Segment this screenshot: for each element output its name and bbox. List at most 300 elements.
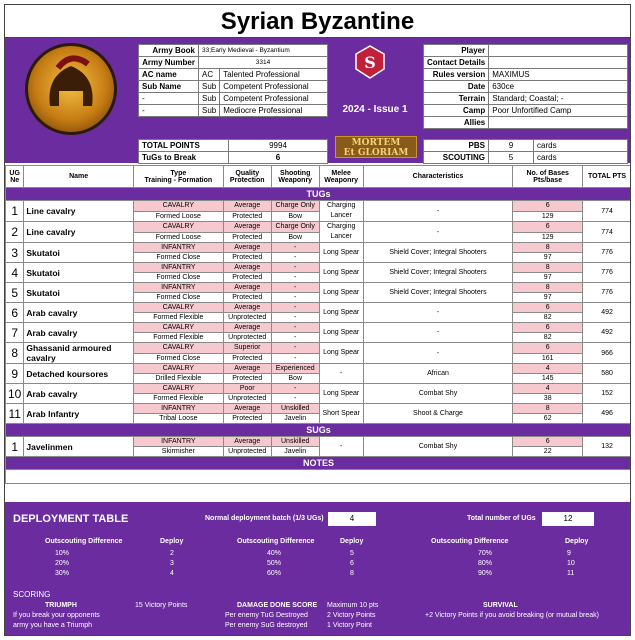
unit-number: 7 bbox=[6, 323, 24, 343]
t1-col-a: Outscouting Difference bbox=[45, 538, 123, 545]
unit-pts-per-base: 129 bbox=[513, 232, 583, 243]
unit-name: Arab cavalry bbox=[24, 323, 134, 343]
terrain-label: Terrain bbox=[424, 93, 489, 105]
col-training-label: Training - Formation bbox=[144, 176, 213, 184]
unit-protection: Protected bbox=[223, 211, 271, 222]
unit-type: CAVALRY bbox=[133, 384, 223, 394]
t1-r3-b: 4 bbox=[170, 570, 174, 577]
unit-shooting: - bbox=[271, 323, 319, 333]
unit-quality: Average bbox=[223, 201, 271, 212]
unit-shooting: Unskilled bbox=[271, 404, 319, 414]
unit-row bbox=[6, 263, 632, 273]
notes-row[interactable] bbox=[6, 470, 632, 484]
unit-melee bbox=[319, 243, 363, 263]
unit-weaponry: Bow bbox=[271, 374, 319, 384]
sug-rows bbox=[6, 437, 632, 457]
sugs-header: SUGs bbox=[6, 424, 632, 437]
unit-quality: Average bbox=[223, 303, 271, 313]
unit-bases: 6 bbox=[513, 437, 583, 447]
unit-formation: Formed Flexible bbox=[133, 394, 223, 404]
unit-formation: Formed Loose bbox=[133, 232, 223, 243]
player-value[interactable] bbox=[489, 45, 628, 57]
allies-value bbox=[489, 117, 628, 129]
notes-field[interactable] bbox=[6, 470, 632, 484]
unit-bases: 4 bbox=[513, 364, 583, 374]
unit-shooting: - bbox=[271, 283, 319, 293]
col-shooting-label: Shooting bbox=[280, 169, 311, 177]
unit-weaponry: Javelin bbox=[271, 447, 319, 457]
unit-quality: Poor bbox=[223, 384, 271, 394]
unit-shooting: - bbox=[271, 243, 319, 253]
player-info-table bbox=[423, 44, 628, 129]
unit-characteristics: - bbox=[363, 323, 513, 343]
points-table bbox=[138, 139, 328, 164]
unit-shooting: - bbox=[271, 384, 319, 394]
unit-characteristics: Shoot & Charge bbox=[363, 404, 513, 424]
unit-name: Javelinmen bbox=[24, 437, 134, 457]
batch-label: Normal deployment batch (1/3 UGs) bbox=[205, 515, 324, 522]
unit-total: 776 bbox=[583, 263, 631, 283]
logo-line-1: MORTEM bbox=[351, 138, 401, 148]
unit-protection: Unprotected bbox=[223, 313, 271, 323]
unit-number: 8 bbox=[6, 343, 24, 364]
unit-quality: Average bbox=[223, 323, 271, 333]
unit-total: 132 bbox=[583, 437, 631, 457]
total-ugs-label: Total number of UGs bbox=[467, 515, 536, 522]
col-protection-label: Protection bbox=[229, 176, 265, 184]
mortem-shield-icon bbox=[355, 45, 385, 79]
unit-shooting: - bbox=[271, 343, 319, 354]
scouting-value: 5 bbox=[489, 152, 534, 164]
t2-r3-a: 60% bbox=[267, 570, 282, 577]
col-bases bbox=[513, 166, 583, 188]
rules-value: MAXIMUS bbox=[489, 69, 628, 81]
sub2-code: Sub bbox=[199, 93, 220, 105]
unit-melee-2: Lancer bbox=[330, 212, 352, 219]
unit-list-table bbox=[5, 165, 631, 484]
unit-quality: Superior bbox=[223, 343, 271, 354]
unit-shooting: Charge Only bbox=[271, 222, 319, 233]
unit-characteristics: - bbox=[363, 303, 513, 323]
tug-rows bbox=[6, 201, 632, 424]
unit-number: 5 bbox=[6, 283, 24, 303]
unit-row bbox=[6, 404, 632, 414]
unit-name: Line cavalry bbox=[24, 201, 134, 222]
deployment-title: DEPLOYMENT TABLE bbox=[13, 513, 129, 525]
unit-number: 1 bbox=[6, 201, 24, 222]
unit-row bbox=[6, 323, 632, 333]
col-ug: UG Ne bbox=[6, 166, 24, 188]
unit-melee bbox=[319, 303, 363, 323]
unit-type: INFANTRY bbox=[133, 437, 223, 447]
unit-row bbox=[6, 303, 632, 313]
unit-characteristics: African bbox=[363, 364, 513, 384]
unit-name: Skutatoi bbox=[24, 283, 134, 303]
t3-r1-a: 70% bbox=[478, 550, 493, 557]
notes-header: NOTES bbox=[6, 457, 632, 470]
unit-name: Skutatoi bbox=[24, 263, 134, 283]
unit-row bbox=[6, 243, 632, 253]
tugs-header: TUGs bbox=[6, 188, 632, 201]
unit-type: CAVALRY bbox=[133, 323, 223, 333]
unit-quality: Average bbox=[223, 364, 271, 374]
triumph-line-1: If you break your opponents bbox=[13, 612, 100, 619]
unit-shooting: Charge Only bbox=[271, 201, 319, 212]
col-melee: Melee Weaponry bbox=[319, 166, 363, 188]
sub-name-label: Sub Name bbox=[139, 81, 199, 93]
damage-max: Maximum 10 pts bbox=[327, 602, 379, 609]
unit-pts-per-base: 145 bbox=[513, 374, 583, 384]
pbs-unit: cards bbox=[534, 140, 628, 152]
unit-quality: Average bbox=[223, 404, 271, 414]
unit-name: Ghassanid armoured cavalry bbox=[24, 343, 134, 364]
unit-type: CAVALRY bbox=[133, 222, 223, 233]
survival-line-1: +2 Victory Points if you avoid breaking (or mutual break) bbox=[425, 612, 599, 619]
unit-melee-1: - bbox=[339, 369, 343, 377]
unit-melee-1: Charging bbox=[326, 223, 356, 230]
unit-number: 2 bbox=[6, 222, 24, 243]
unit-shooting: - bbox=[271, 303, 319, 313]
tugs-to-break-label: TuGs to Break bbox=[139, 152, 229, 164]
unit-type: CAVALRY bbox=[133, 364, 223, 374]
unit-pts-per-base: 82 bbox=[513, 313, 583, 323]
unit-protection: Unprotected bbox=[223, 394, 271, 404]
t2-col-a: Outscouting Difference bbox=[237, 538, 315, 545]
unit-characteristics: - bbox=[363, 222, 513, 243]
unit-name: Arab Infantry bbox=[24, 404, 134, 424]
unit-bases: 8 bbox=[513, 283, 583, 293]
unit-melee bbox=[319, 201, 363, 222]
unit-number: 11 bbox=[6, 404, 24, 424]
army-book-value: 33;Early Medieval - Byzantium bbox=[199, 45, 328, 57]
unit-number: 3 bbox=[6, 243, 24, 263]
unit-number: 1 bbox=[6, 437, 24, 457]
unit-characteristics: Shield Cover; Integral Shooters bbox=[363, 243, 513, 263]
sugs-header-row bbox=[6, 424, 632, 437]
svg-text:S: S bbox=[364, 53, 376, 72]
triumph-points: 15 Victory Points bbox=[135, 602, 188, 609]
scouting-unit: cards bbox=[534, 152, 628, 164]
col-type bbox=[133, 166, 223, 188]
t1-r1-b: 2 bbox=[170, 550, 174, 557]
scoring-title: SCORING bbox=[13, 590, 51, 599]
unit-formation: Formed Loose bbox=[133, 211, 223, 222]
unit-melee-1: Long Spear bbox=[323, 349, 360, 356]
unit-melee-1: Charging bbox=[326, 202, 356, 209]
unit-total: 492 bbox=[583, 323, 631, 343]
unit-melee-1: Long Spear bbox=[323, 248, 360, 256]
batch-value: 4 bbox=[328, 512, 376, 526]
triumph-line-2: army you have a Triumph bbox=[13, 622, 92, 629]
damage-line-2: Per enemy SuG destroyed bbox=[225, 622, 308, 629]
unit-type: INFANTRY bbox=[133, 404, 223, 414]
total-points-label: TOTAL POINTS bbox=[139, 140, 229, 152]
page-title: Syrian Byzantine bbox=[5, 5, 630, 38]
t1-r1-a: 10% bbox=[55, 550, 70, 557]
col-name: Name bbox=[24, 166, 134, 188]
t3-r3-a: 90% bbox=[478, 570, 493, 577]
deployment-panel bbox=[5, 502, 631, 636]
unit-weaponry: Javelin bbox=[271, 414, 319, 424]
unit-row bbox=[6, 364, 632, 374]
unit-melee-1: Long Spear bbox=[323, 328, 360, 336]
unit-row bbox=[6, 283, 632, 293]
unit-number: 6 bbox=[6, 303, 24, 323]
unit-shooting: - bbox=[271, 263, 319, 273]
unit-melee-2: Lancer bbox=[330, 233, 352, 240]
pbs-value: 9 bbox=[489, 140, 534, 152]
unit-pts-per-base: 62 bbox=[513, 414, 583, 424]
tugs-header-row bbox=[6, 188, 632, 201]
unit-protection: Protected bbox=[223, 374, 271, 384]
unit-characteristics: Shield Cover; Integral Shooters bbox=[363, 283, 513, 303]
mortem-et-gloriam-logo bbox=[335, 136, 417, 158]
sub3-label: - bbox=[139, 105, 199, 117]
contact-value[interactable] bbox=[489, 57, 628, 69]
unit-melee bbox=[319, 364, 363, 384]
header-panel bbox=[5, 38, 630, 163]
unit-number: 10 bbox=[6, 384, 24, 404]
unit-formation: Formed Flexible bbox=[133, 313, 223, 323]
camp-value: Poor Unfortified Camp bbox=[489, 105, 628, 117]
col-total: TOTAL PTS bbox=[583, 166, 631, 188]
unit-name: Line cavalry bbox=[24, 222, 134, 243]
ac-value: Talented Professional bbox=[220, 69, 328, 81]
t2-r2-b: 6 bbox=[350, 560, 354, 567]
unit-total: 492 bbox=[583, 303, 631, 323]
unit-melee-1: Long Spear bbox=[323, 389, 360, 397]
unit-protection: Protected bbox=[223, 253, 271, 263]
unit-formation: Skirmisher bbox=[133, 447, 223, 457]
col-quality-label: Quality bbox=[235, 169, 260, 177]
unit-melee-1: Long Spear bbox=[323, 308, 360, 316]
t3-r1-b: 9 bbox=[567, 550, 571, 557]
unit-shooting: Unskilled bbox=[271, 437, 319, 447]
unit-shooting: Experienced bbox=[271, 364, 319, 374]
unit-total: 496 bbox=[583, 404, 631, 424]
t1-r3-a: 30% bbox=[55, 570, 70, 577]
helmet-icon bbox=[28, 46, 114, 132]
unit-row bbox=[6, 201, 632, 212]
season-label: 2024 - Issue 1 bbox=[342, 104, 408, 115]
unit-pts-per-base: 97 bbox=[513, 253, 583, 263]
unit-formation: Formed Close bbox=[133, 253, 223, 263]
unit-bases: 6 bbox=[513, 222, 583, 233]
allies-label: Allies bbox=[424, 117, 489, 129]
total-ugs-value: 12 bbox=[542, 512, 594, 526]
unit-quality: Average bbox=[223, 263, 271, 273]
t3-r2-b: 10 bbox=[567, 560, 575, 567]
unit-protection: Protected bbox=[223, 353, 271, 364]
unit-melee bbox=[319, 404, 363, 424]
contact-label: Contact Details bbox=[424, 57, 489, 69]
unit-bases: 6 bbox=[513, 201, 583, 212]
t1-r2-b: 3 bbox=[170, 560, 174, 567]
unit-type: INFANTRY bbox=[133, 243, 223, 253]
unit-pts-per-base: 22 bbox=[513, 447, 583, 457]
unit-melee-1: Short Spear bbox=[322, 409, 360, 417]
unit-name: Arab cavalry bbox=[24, 303, 134, 323]
col-shooting bbox=[271, 166, 319, 188]
camp-label: Camp bbox=[424, 105, 489, 117]
column-header-row bbox=[6, 166, 632, 188]
sub2-value: Competent Professional bbox=[220, 93, 328, 105]
col-characteristics: Characteristics bbox=[363, 166, 513, 188]
survival-label: SURVIVAL bbox=[483, 602, 518, 609]
unit-weaponry: - bbox=[271, 333, 319, 343]
sub2-label: - bbox=[139, 93, 199, 105]
army-info-table bbox=[138, 44, 328, 117]
t3-r2-a: 80% bbox=[478, 560, 493, 567]
unit-quality: Average bbox=[223, 243, 271, 253]
unit-type: CAVALRY bbox=[133, 343, 223, 354]
unit-bases: 8 bbox=[513, 404, 583, 414]
unit-type: INFANTRY bbox=[133, 263, 223, 273]
army-number-value: 3314 bbox=[199, 57, 328, 69]
unit-protection: Protected bbox=[223, 293, 271, 303]
ac-name-label: AC name bbox=[139, 69, 199, 81]
unit-pts-per-base: 161 bbox=[513, 353, 583, 364]
t2-col-b: Deploy bbox=[340, 538, 364, 545]
col-weaponry-label: Weaponry bbox=[278, 176, 313, 184]
unit-weaponry: - bbox=[271, 313, 319, 323]
sub-value: Competent Professional bbox=[220, 81, 328, 93]
unit-formation: Formed Close bbox=[133, 293, 223, 303]
unit-pts-per-base: 129 bbox=[513, 211, 583, 222]
damage-line-2-value: 1 Victory Point bbox=[327, 622, 373, 629]
unit-weaponry: - bbox=[271, 353, 319, 364]
unit-protection: Protected bbox=[223, 273, 271, 283]
unit-total: 152 bbox=[583, 384, 631, 404]
unit-characteristics: - bbox=[363, 343, 513, 364]
t1-col-b: Deploy bbox=[160, 538, 184, 545]
army-number-label: Army Number bbox=[139, 57, 199, 69]
pbs-label: PBS bbox=[424, 140, 489, 152]
unit-protection: Protected bbox=[223, 414, 271, 424]
army-book-label: Army Book bbox=[139, 45, 199, 57]
t1-r2-a: 20% bbox=[55, 560, 70, 567]
col-bases-label: No. of Bases bbox=[526, 169, 569, 177]
rules-label: Rules version bbox=[424, 69, 489, 81]
unit-quality: Average bbox=[223, 283, 271, 293]
unit-bases: 6 bbox=[513, 303, 583, 313]
unit-number: 4 bbox=[6, 263, 24, 283]
unit-bases: 4 bbox=[513, 384, 583, 394]
unit-number: 9 bbox=[6, 364, 24, 384]
triumph-label: TRIUMPH bbox=[45, 602, 77, 609]
t3-r3-b: 11 bbox=[567, 570, 575, 577]
unit-row bbox=[6, 437, 632, 447]
unit-formation: Drilled Flexible bbox=[133, 374, 223, 384]
unit-quality: Average bbox=[223, 222, 271, 233]
logo-line-2: Et GLORIAM bbox=[343, 148, 409, 158]
unit-row bbox=[6, 222, 632, 233]
unit-melee bbox=[319, 283, 363, 303]
unit-total: 966 bbox=[583, 343, 631, 364]
t2-r1-b: 5 bbox=[350, 550, 354, 557]
unit-formation: Formed Close bbox=[133, 353, 223, 364]
damage-line-1-value: 2 Victory Points bbox=[327, 612, 376, 619]
unit-melee-1: Long Spear bbox=[323, 268, 360, 276]
unit-weaponry: - bbox=[271, 273, 319, 283]
army-sheet bbox=[4, 4, 631, 636]
tugs-to-break-value: 6 bbox=[229, 152, 328, 164]
unit-pts-per-base: 97 bbox=[513, 293, 583, 303]
t2-r1-a: 40% bbox=[267, 550, 282, 557]
unit-characteristics: Shield Cover; Integral Shooters bbox=[363, 263, 513, 283]
scouting-label: SCOUTING bbox=[424, 152, 489, 164]
date-value: 630ce bbox=[489, 81, 628, 93]
unit-bases: 6 bbox=[513, 323, 583, 333]
unit-melee bbox=[319, 222, 363, 243]
unit-weaponry: - bbox=[271, 394, 319, 404]
unit-protection: Unprotected bbox=[223, 333, 271, 343]
unit-type: INFANTRY bbox=[133, 283, 223, 293]
unit-melee bbox=[319, 263, 363, 283]
date-label: Date bbox=[424, 81, 489, 93]
unit-pts-per-base: 38 bbox=[513, 394, 583, 404]
unit-formation: Formed Close bbox=[133, 273, 223, 283]
unit-melee-1: - bbox=[339, 442, 343, 450]
unit-name: Skutatoi bbox=[24, 243, 134, 263]
unit-formation: Tribal Loose bbox=[133, 414, 223, 424]
unit-bases: 8 bbox=[513, 263, 583, 273]
t3-col-b: Deploy bbox=[565, 538, 589, 545]
unit-total: 774 bbox=[583, 201, 631, 222]
unit-weaponry: - bbox=[271, 253, 319, 263]
unit-protection: Unprotected bbox=[223, 447, 271, 457]
unit-name: Arab cavalry bbox=[24, 384, 134, 404]
sub-code: Sub bbox=[199, 81, 220, 93]
unit-melee bbox=[319, 323, 363, 343]
col-quality bbox=[223, 166, 271, 188]
col-type-label: Type bbox=[170, 169, 187, 177]
notes-header-row bbox=[6, 457, 632, 470]
unit-weaponry: Bow bbox=[271, 211, 319, 222]
damage-label: DAMAGE DONE SCORE bbox=[237, 602, 318, 609]
unit-total: 776 bbox=[583, 243, 631, 263]
player-label: Player bbox=[424, 45, 489, 57]
ac-code: AC bbox=[199, 69, 220, 81]
unit-weaponry: Bow bbox=[271, 232, 319, 243]
damage-line-1: Per enemy TuG Destroyed bbox=[225, 612, 308, 619]
unit-row bbox=[6, 384, 632, 394]
unit-bases: 6 bbox=[513, 343, 583, 354]
unit-melee bbox=[319, 437, 363, 457]
unit-row bbox=[6, 343, 632, 354]
unit-name: Detached koursores bbox=[24, 364, 134, 384]
unit-weaponry: - bbox=[271, 293, 319, 303]
col-ptsbase-label: Pts/base bbox=[533, 176, 563, 184]
t2-r3-b: 8 bbox=[350, 570, 354, 577]
unit-pts-per-base: 97 bbox=[513, 273, 583, 283]
unit-characteristics: - bbox=[363, 201, 513, 222]
unit-pts-per-base: 82 bbox=[513, 333, 583, 343]
unit-melee bbox=[319, 343, 363, 364]
unit-total: 774 bbox=[583, 222, 631, 243]
total-points-value: 9994 bbox=[229, 140, 328, 152]
unit-total: 776 bbox=[583, 283, 631, 303]
unit-type: CAVALRY bbox=[133, 201, 223, 212]
scouting-table bbox=[423, 139, 628, 164]
terrain-value: Standard; Coastal; - bbox=[489, 93, 628, 105]
sub3-value: Mediocre Professional bbox=[220, 105, 328, 117]
t3-col-a: Outscouting Difference bbox=[431, 538, 509, 545]
unit-bases: 8 bbox=[513, 243, 583, 253]
sub3-code: Sub bbox=[199, 105, 220, 117]
unit-formation: Formed Flexible bbox=[133, 333, 223, 343]
unit-protection: Protected bbox=[223, 232, 271, 243]
